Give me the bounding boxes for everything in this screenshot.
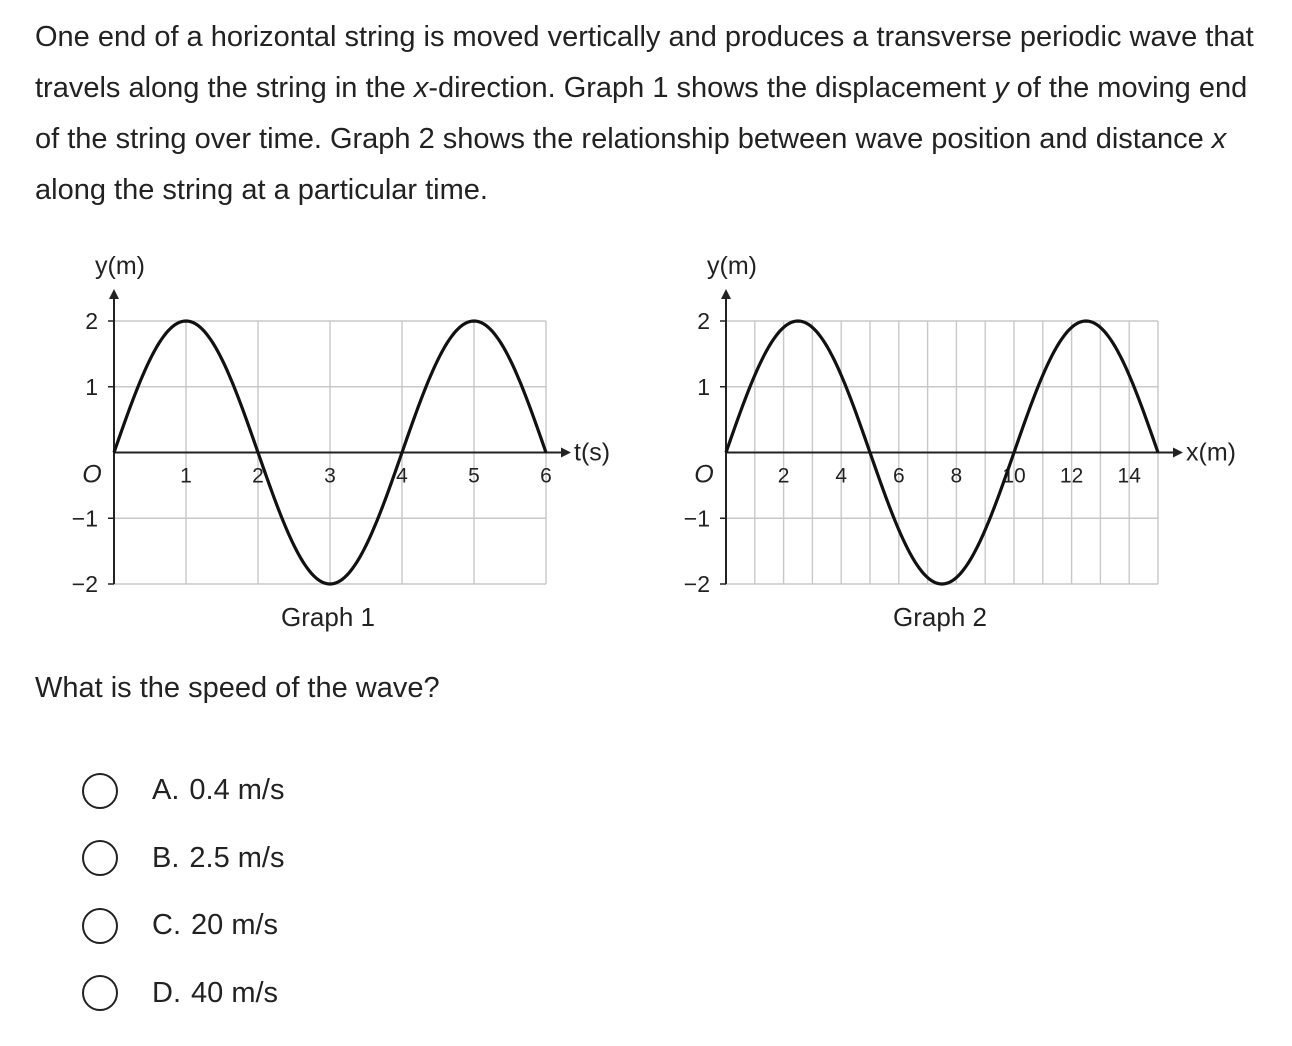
stem-text: along the string at a particular time. [35,174,488,206]
choice-letter: A. [152,774,180,807]
radio-button-icon[interactable] [82,975,118,1011]
choice-b[interactable] [82,825,285,893]
radio-button-icon[interactable] [82,840,118,876]
graph-title: Graph 2 [893,602,987,632]
x-tick-label: 10 [1002,464,1026,488]
y-tick-label: −2 [71,571,98,597]
choice-d-label [152,977,278,1010]
radio-button-icon[interactable] [82,773,118,809]
choice-letter: B. [152,841,180,874]
question-stem [35,12,1275,216]
x-tick-label: 2 [777,464,790,488]
stem-text: of the moving end of the string over time. Graph 2 shows the relationship between wave position and distance [35,72,1248,155]
stem-text: One end of a horizontal string is moved vertically and produces a transverse periodic wave that travels along the string in the [35,21,1254,104]
x-tick-label: 2 [252,464,264,488]
y-tick-label: 2 [697,308,710,334]
choice-value: 40 m/s [191,976,279,1009]
y-tick-label: −1 [71,505,98,532]
x-tick-label: 12 [1059,464,1084,488]
graphs-figure [0,240,1292,640]
x-axis-label: x(m) [1186,438,1236,467]
choice-b-label [152,842,285,875]
y-tick-label: 1 [697,373,710,400]
origin-label: O [82,460,102,489]
graph-2 [684,252,1236,632]
stem-text: -direction. Graph 1 shows the displacement [428,72,995,104]
choice-value: 0.4 m/s [189,774,285,807]
question-prompt: What is the speed of the wave? [35,672,440,704]
x-tick-label: 14 [1117,464,1141,488]
x-variable: x [1211,123,1227,155]
choice-c[interactable] [82,892,285,960]
choice-value: 20 m/s [191,909,279,942]
stem-paragraph [35,12,1275,216]
y-tick-label: 2 [85,308,98,334]
choice-c-label [152,909,278,942]
x-tick-label: 1 [180,464,192,488]
x-tick-label: 3 [324,464,336,488]
x-tick-label: 6 [540,464,552,488]
y-axis-label: y(m) [707,252,757,280]
x-tick-label: 4 [396,464,408,488]
x-variable: x [413,72,429,104]
graph-1 [72,252,610,632]
origin-label: O [694,460,714,489]
choice-a[interactable] [82,757,285,825]
y-tick-label: 1 [85,373,98,400]
x-tick-label: 4 [835,464,848,488]
radio-button-icon[interactable] [82,908,118,944]
x-axis-label: t(s) [574,438,611,467]
y-tick-label: −2 [683,571,710,597]
x-tick-label: 6 [892,464,905,488]
x-tick-label: 5 [468,464,480,488]
choice-d[interactable] [82,960,285,1028]
x-tick-label: 8 [950,464,963,488]
choice-a-label [152,774,285,807]
y-axis-label: y(m) [95,252,145,280]
choice-letter: C. [152,909,181,942]
y-tick-label: −1 [683,505,710,532]
graph-title: Graph 1 [281,602,375,632]
y-variable: y [994,72,1009,104]
choice-value: 2.5 m/s [189,841,285,874]
choice-letter: D. [152,976,181,1009]
answer-choices [82,757,285,1027]
